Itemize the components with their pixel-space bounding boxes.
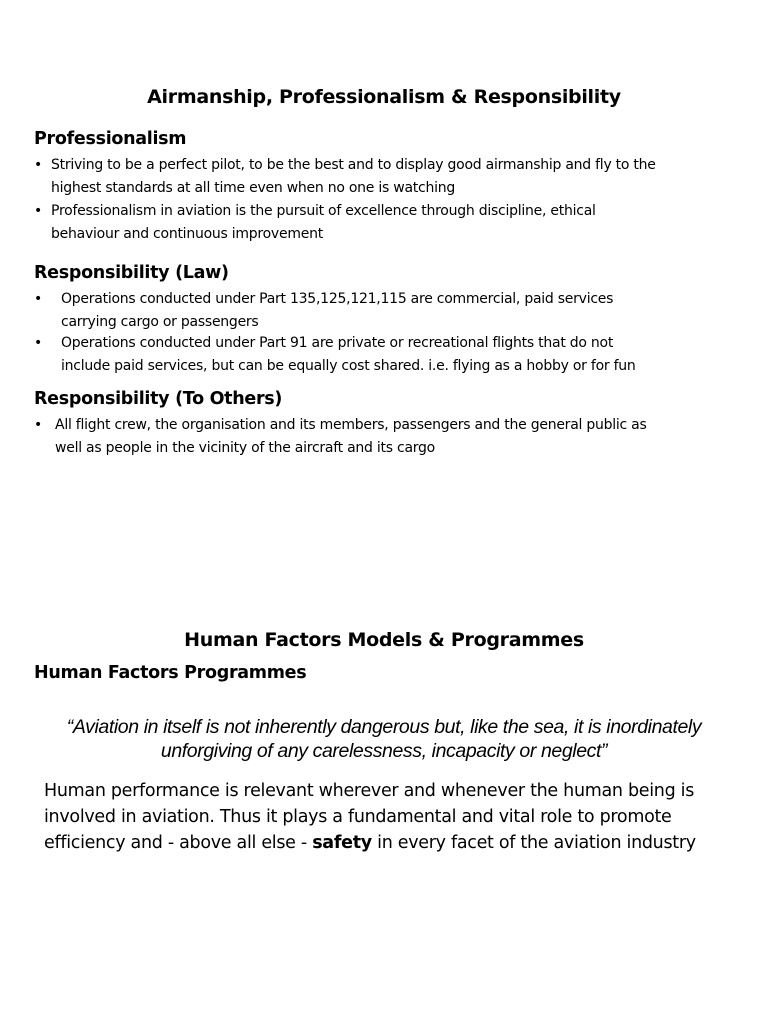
bullet-mark: • [34,417,43,433]
heading-responsibility-law: Responsibility (Law) [34,263,229,283]
page-title-human-factors: Human Factors Models & Programmes [184,629,584,651]
bullet-text: Operations conducted under Part 91 are private or recreational flights that do not [61,335,614,351]
bullet-text: Professionalism in aviation is the pursuit of excellence through discipline, ethical [51,203,596,219]
heading-responsibility-others: Responsibility (To Others) [34,389,283,409]
law-bullets [0,288,768,378]
professionalism-bullets [0,154,768,244]
quote-line: unforgiving of any carelessness, incapacity or neglect” [160,740,608,762]
heading-professionalism: Professionalism [34,129,187,149]
bullet-text: All flight crew, the organisation and its members, passengers and the general public as [55,417,647,433]
bullet-text: Striving to be a perfect pilot, to be the best and to display good airmanship and fly to the [51,157,656,173]
paragraph-line: involved in aviation. Thus it plays a fundamental and vital role to promote [44,807,672,827]
bullet-text: highest standards at all time even when no one is watching [51,180,455,196]
quote-line: “Aviation in itself is not inherently dangerous but, like the sea, it is inordinately [66,716,702,738]
bullet-text: behaviour and continuous improvement [51,226,323,242]
safety-emphasis: safety [312,833,372,853]
bullet-text: include paid services, but can be equally cost shared. i.e. flying as a hobby or for fun [61,358,636,374]
paragraph-text: in every facet of the aviation industry [371,833,696,853]
paragraph-line: Human performance is relevant wherever and whenever the human being is [44,781,695,801]
human-performance-paragraph [44,778,744,856]
bullet-mark: • [34,291,43,307]
aviation-quote [0,715,768,763]
others-bullets [0,414,768,460]
bullet-mark: • [34,203,43,219]
page-title-airmanship: Airmanship, Professionalism & Responsibility [147,86,621,108]
bullet-text: carrying cargo or passengers [61,314,259,330]
paragraph-line [44,830,744,856]
bullet-text: well as people in the vicinity of the aircraft and its cargo [55,440,436,456]
bullet-mark: • [34,157,43,173]
heading-human-factors-programmes: Human Factors Programmes [34,663,307,683]
bullet-mark: • [34,335,43,351]
paragraph-text: efficiency and - above all else - [44,833,313,853]
bullet-text: Operations conducted under Part 135,125,121,115 are commercial, paid services [61,291,614,307]
